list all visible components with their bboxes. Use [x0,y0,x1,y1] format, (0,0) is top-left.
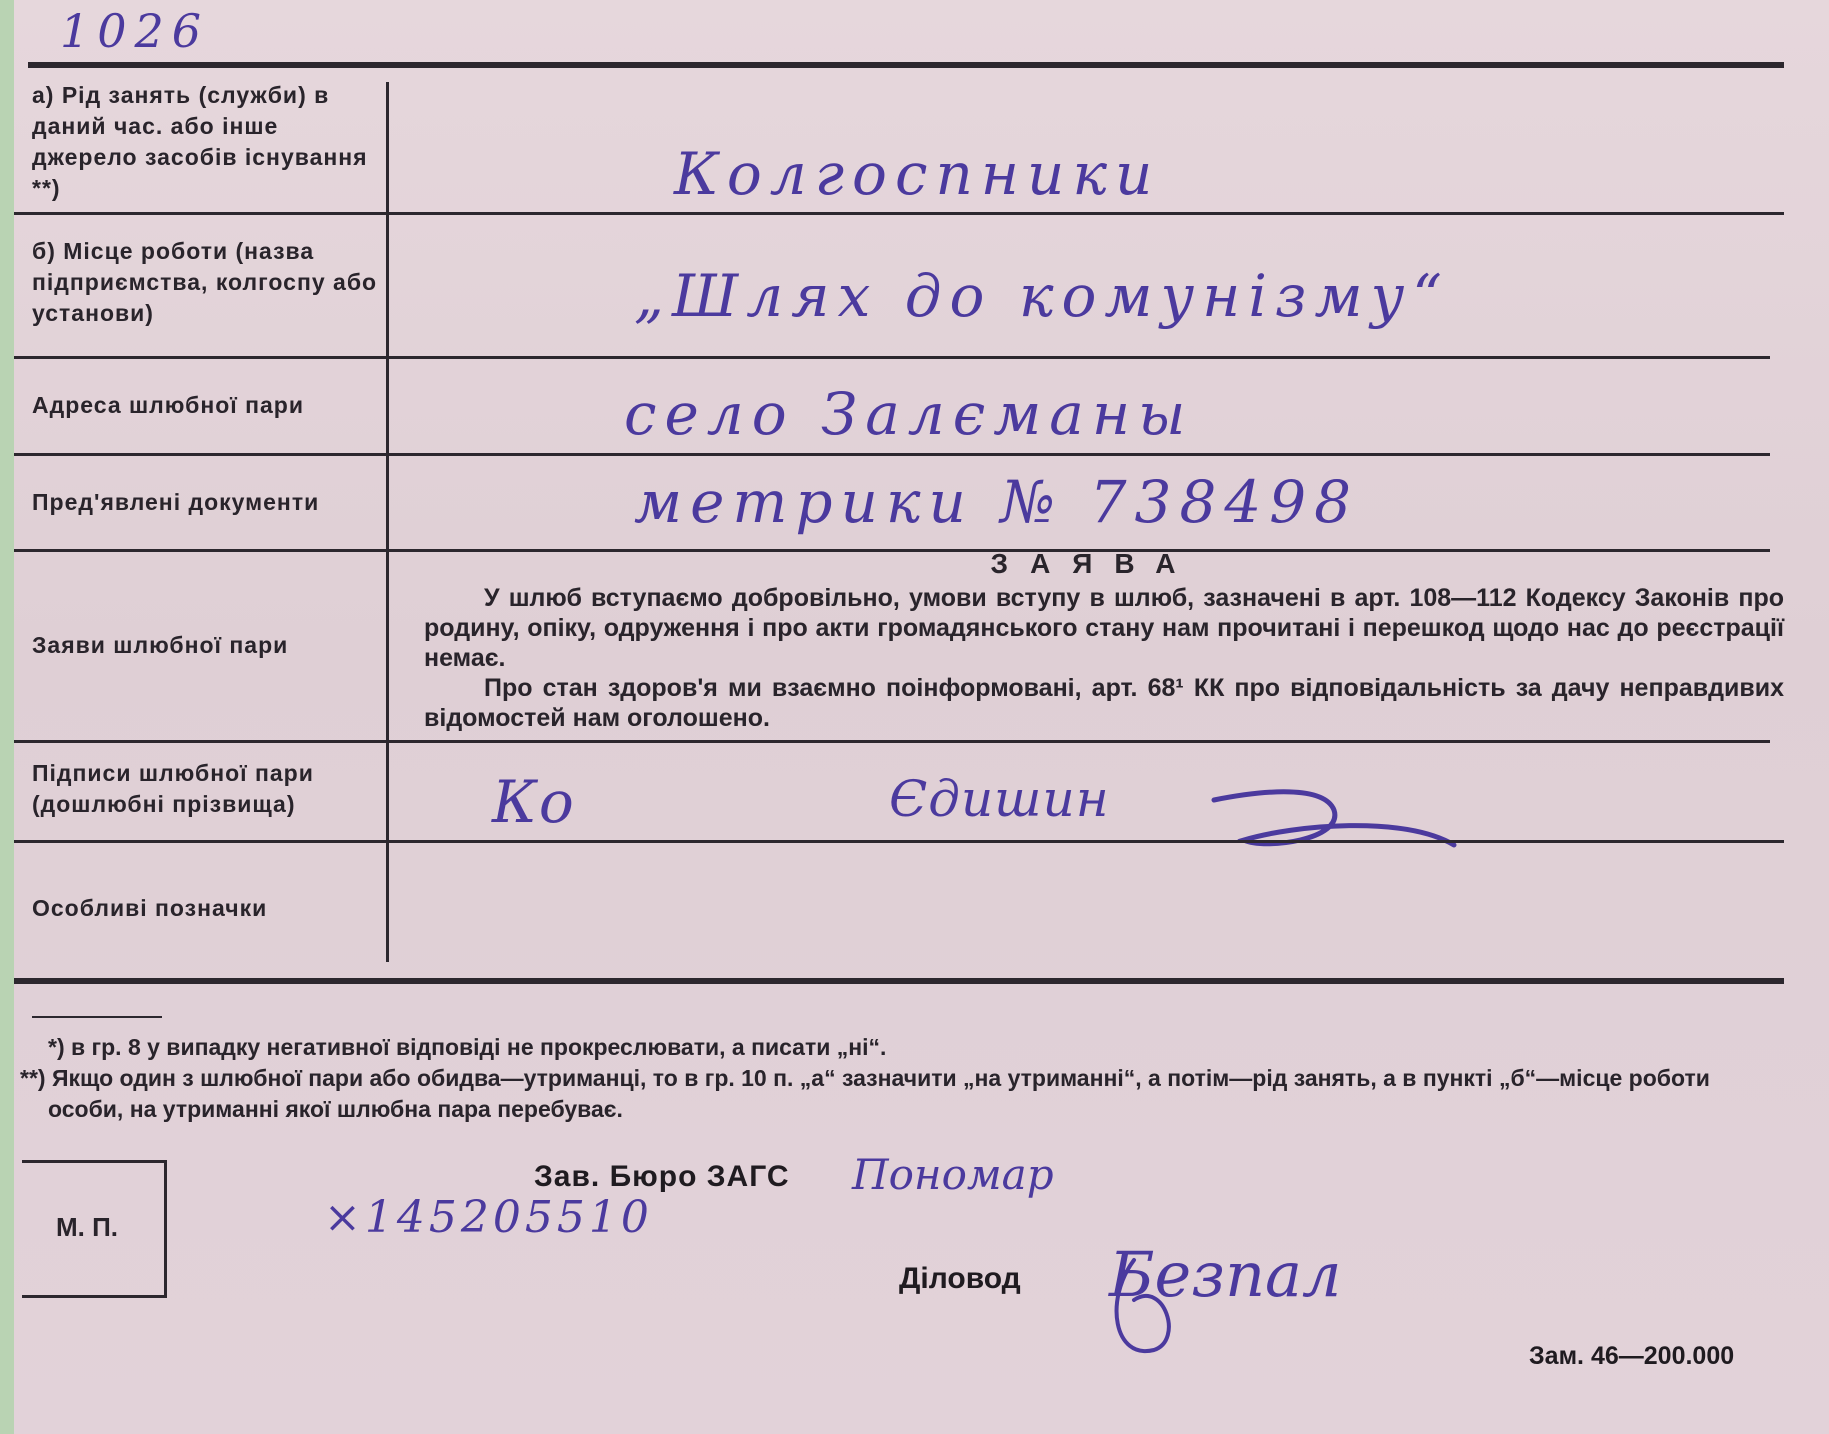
workplace-text: „Шлях до комунізму“ [634,262,1450,330]
signature-groom: Єдишин [889,770,1110,828]
row-divider-6 [14,840,1784,843]
statement-title: ЗАЯВА [990,548,1198,579]
row-divider-5 [14,740,1770,743]
print-order-number: Зам. 46—200.000 [1529,1342,1735,1370]
address-text: село Залєманы [624,380,1194,448]
row-divider-2 [14,356,1770,359]
documents-value [634,468,1829,536]
workplace-label: б) Місце роботи (назва підприємства, колгоспу або установи) [32,238,378,326]
signature-head: Пономар [852,1150,1054,1199]
statement-paragraph-1: У шлюб вступаємо добровільно, умови вступу в шлюб, зазначені в арт. 108—112 Кодексу Законів про родину, опіку, одруження і про акти громадянського стану нам прочитані і перешкод щодо нас до реєстрації немає. [424,584,1784,672]
clerk-title: Діловод [899,1262,1021,1295]
corner-number: 1026 [60,4,210,58]
statement-text [424,583,1784,733]
footnote-2: **) Якщо один з шлюбної пари або обидва—утриманці, то в гр. 10 п. „а“ зазначити „на утриманні“, а потім—рід занять, а в пункті „б“—місце роботи особи, на утриманні якої шлюбна пара перебуває. [20,1065,1710,1122]
statement-paragraph-2: Про стан здоров'я ми взаємно поінформовані, арт. 68¹ КК про відповідальність за дачу неправдивих відомостей нам оголошено. [424,674,1784,732]
address-label: Адреса шлюбної пари [32,392,304,418]
occupation-text: Колгоспники [674,140,1161,208]
occupation-label: а) Рід занять (служби) в даний час. або інше джерело засобів існування **) [32,82,368,201]
bottom-border [14,978,1784,984]
documents-label: Пред'явлені документи [32,489,320,515]
documents-text: метрики № 738498 [634,468,1360,536]
registration-form-sheet [14,0,1829,1434]
footnote-1: *) в гр. 8 у випадку негативної відповіді не прокреслювати, а писати „ні“. [48,1034,887,1060]
row-divider-3 [14,453,1770,456]
occupation-value [674,140,1829,208]
stamp-label: М. П. [56,1212,119,1242]
serial-number: ×145205510 [324,1192,653,1243]
statement-label: Заяви шлюбної пари [32,632,289,658]
signature-flourish [1204,770,1474,880]
clerk-signature-flourish [1094,1240,1234,1380]
footnotes [18,1032,1788,1125]
remarks-label: Особливі позначки [32,895,268,921]
top-border [28,62,1784,68]
signature-clerk: Безпал [1109,1238,1342,1311]
address-value [624,380,1829,448]
registry-head-title: Зав. Бюро ЗАГС [534,1160,790,1193]
signatures-label: Підписи шлюбної пари (дошлюбні прізвища) [32,760,314,817]
signature-bride: Ко [492,768,576,836]
workplace-value [634,262,1829,330]
row-divider-1 [14,212,1784,215]
footnote-separator [32,1016,162,1018]
